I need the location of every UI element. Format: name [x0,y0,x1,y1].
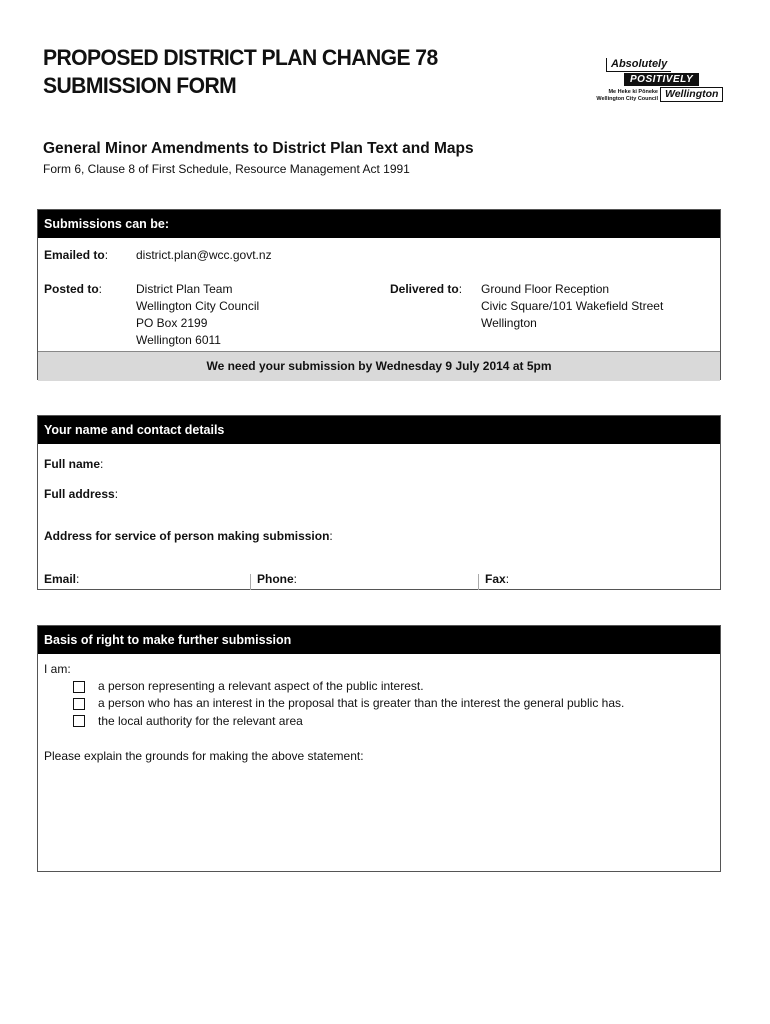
postal-address-line: Wellington City Council [136,299,260,313]
explain-grounds-textarea[interactable] [44,768,712,864]
delivered-to-label: Delivered to [390,282,459,296]
greater-interest-checkbox[interactable] [73,698,85,710]
local-authority-option: the local authority for the relevant area [98,714,303,728]
full-name-label: Full name [44,457,101,471]
public-interest-option: a person representing a relevant aspect of the public interest. [98,679,424,693]
logo-text-absolutely: Absolutely [606,58,671,72]
basis-of-right-heading: Basis of right to make further submission [38,626,720,654]
postal-address-line: PO Box 2199 [136,316,208,330]
posted-to-label: Posted to [44,282,99,296]
posted-to-row: Posted to: [44,282,103,296]
postal-address-line: Wellington 6011 [136,333,221,347]
wellington-city-council-logo [584,58,726,106]
email-label: Email [44,572,77,586]
full-address-label: Full address [44,487,115,501]
form-reference: Form 6, Clause 8 of First Schedule, Resource Management Act 1991 [43,162,410,176]
emailed-to-label: Emailed to [44,248,105,262]
logo-text-council: Wellington City Council [596,96,658,102]
phone-label: Phone [257,572,294,586]
postal-address-line: District Plan Team [136,282,233,296]
delivery-address-line: Civic Square/101 Wakefield Street [481,299,664,313]
service-address-label: Address for service of person making submission [44,529,330,543]
explain-grounds-label: Please explain the grounds for making the above statement: [44,749,364,763]
fax-field[interactable]: Fax: [485,572,510,586]
form-title [43,44,542,100]
postal-address [136,281,259,349]
phone-field[interactable]: Phone: [257,572,298,586]
i-am-label: I am: [44,662,71,676]
logo-text-wellington: Wellington [660,87,723,102]
field-divider [478,574,479,590]
basis-of-right-section [37,625,721,872]
delivery-address [481,281,663,332]
full-address-field[interactable]: Full address: [44,487,119,501]
submission-deadline: We need your submission by Wednesday 9 July 2014 at 5pm [38,351,720,381]
submission-methods-section [37,209,721,380]
contact-details-section [37,415,721,590]
delivery-address-line: Ground Floor Reception [481,282,610,296]
logo-text-maori: Me Heke ki Pōneke [608,89,658,95]
delivered-to-row: Delivered to: [390,282,463,296]
logo-text-positively: POSITIVELY [624,73,699,86]
public-interest-checkbox[interactable] [73,681,85,693]
submission-email-address[interactable]: district.plan@wcc.govt.nz [136,248,272,262]
full-name-field[interactable]: Full name: [44,457,104,471]
service-address-field[interactable]: Address for service of person making submission: [44,529,333,543]
local-authority-checkbox[interactable] [73,715,85,727]
field-divider [250,574,251,590]
fax-label: Fax [485,572,506,586]
title-line-2: SUBMISSION FORM [43,73,237,98]
submission-methods-heading: Submissions can be: [38,210,720,238]
email-field[interactable]: Email: [44,572,80,586]
form-subtitle: General Minor Amendments to District Plan Text and Maps [43,140,474,157]
title-line-1: PROPOSED DISTRICT PLAN CHANGE 78 [43,45,438,70]
delivery-address-line: Wellington [481,316,537,330]
greater-interest-option: a person who has an interest in the proposal that is greater than the interest the general public has. [98,696,625,710]
emailed-to-row: Emailed to: [44,248,109,262]
contact-details-heading: Your name and contact details [38,416,720,444]
